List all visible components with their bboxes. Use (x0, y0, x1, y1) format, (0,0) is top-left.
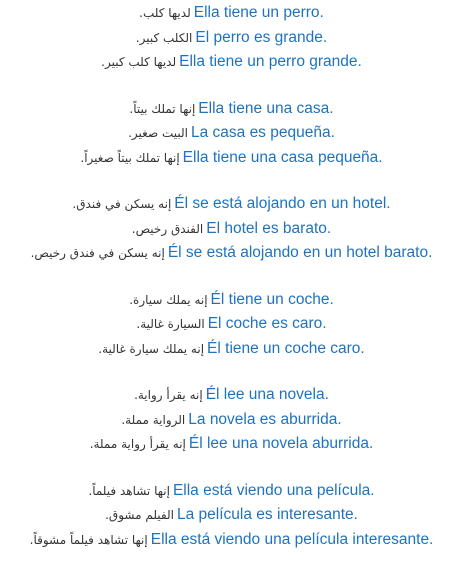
spanish-phrase: Él lee una novela. (205, 386, 329, 403)
phrase-line (0, 337, 463, 362)
arabic-phrase: إنه يسكن في فندق رخيص. (30, 246, 165, 260)
phrase-group-dog (0, 1, 463, 75)
spanish-phrase: Ella tiene un perro. (193, 4, 324, 21)
phrase-line (0, 97, 463, 122)
arabic-phrase: إنها تملك بيتاً صغيراً. (80, 150, 180, 165)
spanish-phrase: Ella tiene una casa pequeña. (182, 148, 383, 166)
arabic-phrase: لديها كلب. (139, 6, 191, 20)
phrase-line (0, 288, 463, 313)
arabic-phrase: إنه يقرأ رواية. (134, 388, 203, 402)
spanish-phrase: Él se está alojando en un hotel barato. (167, 244, 433, 261)
spanish-phrase: El hotel es barato. (206, 219, 332, 237)
phrase-line (0, 432, 463, 457)
spanish-phrase: Él lee una novela aburrida. (188, 435, 374, 452)
spanish-phrase: El coche es caro. (207, 315, 327, 332)
arabic-phrase: لديها كلب كبير. (101, 55, 177, 69)
phrase-line (0, 146, 463, 171)
spanish-phrase: Él tiene un coche caro. (207, 339, 365, 357)
spanish-phrase: Ella está viendo una película. (172, 481, 375, 499)
phrase-line (0, 26, 463, 51)
spanish-phrase: Él tiene un coche. (210, 290, 334, 308)
phrase-line (0, 50, 463, 75)
arabic-phrase: إنها تشاهد فيلماً. (88, 483, 170, 498)
phrase-line (0, 503, 463, 528)
phrase-group-house (0, 97, 463, 171)
spanish-phrase: La casa es pequeña. (190, 124, 335, 141)
spanish-phrase: La película es interesante. (176, 506, 358, 523)
arabic-phrase: البيت صغير. (128, 126, 188, 140)
phrase-line (0, 192, 463, 217)
arabic-phrase: إنه يملك سيارة. (129, 292, 208, 307)
arabic-phrase: إنها تشاهد فيلماً مشوقاً. (29, 532, 148, 547)
phrase-line (0, 408, 463, 433)
spanish-phrase: Ella tiene una casa. (198, 99, 334, 117)
spanish-phrase: El perro es grande. (195, 28, 328, 46)
spanish-phrase: La novela es aburrida. (188, 410, 342, 428)
phrase-group-novel (0, 383, 463, 457)
phrase-line (0, 383, 463, 408)
phrase-group-hotel (0, 192, 463, 266)
phrase-line (0, 121, 463, 146)
phrase-line (0, 528, 463, 553)
arabic-phrase: إنه يقرأ رواية مملة. (89, 437, 186, 451)
spanish-phrase: Ella está viendo una película interesante. (150, 530, 434, 548)
spanish-phrase: Él se está alojando en un hotel. (174, 195, 391, 212)
arabic-phrase: إنه يملك سيارة غالية. (98, 341, 205, 356)
arabic-phrase: الرواية مملة. (121, 412, 186, 427)
phrase-line (0, 217, 463, 242)
phrase-group-movie (0, 479, 463, 553)
arabic-phrase: السيارة غالية. (136, 317, 205, 331)
phrase-line (0, 479, 463, 504)
arabic-phrase: إنه يسكن في فندق. (72, 197, 172, 211)
arabic-phrase: إنها تملك بيتاً. (129, 101, 196, 116)
arabic-phrase: الفندق رخيص. (131, 221, 204, 236)
phrase-line (0, 312, 463, 337)
phrase-line (0, 241, 463, 266)
arabic-phrase: الكلب كبير. (135, 30, 193, 45)
spanish-phrase: Ella tiene un perro grande. (179, 53, 362, 70)
phrase-group-car (0, 288, 463, 362)
arabic-phrase: الفيلم مشوق. (105, 508, 174, 522)
phrase-line (0, 1, 463, 26)
